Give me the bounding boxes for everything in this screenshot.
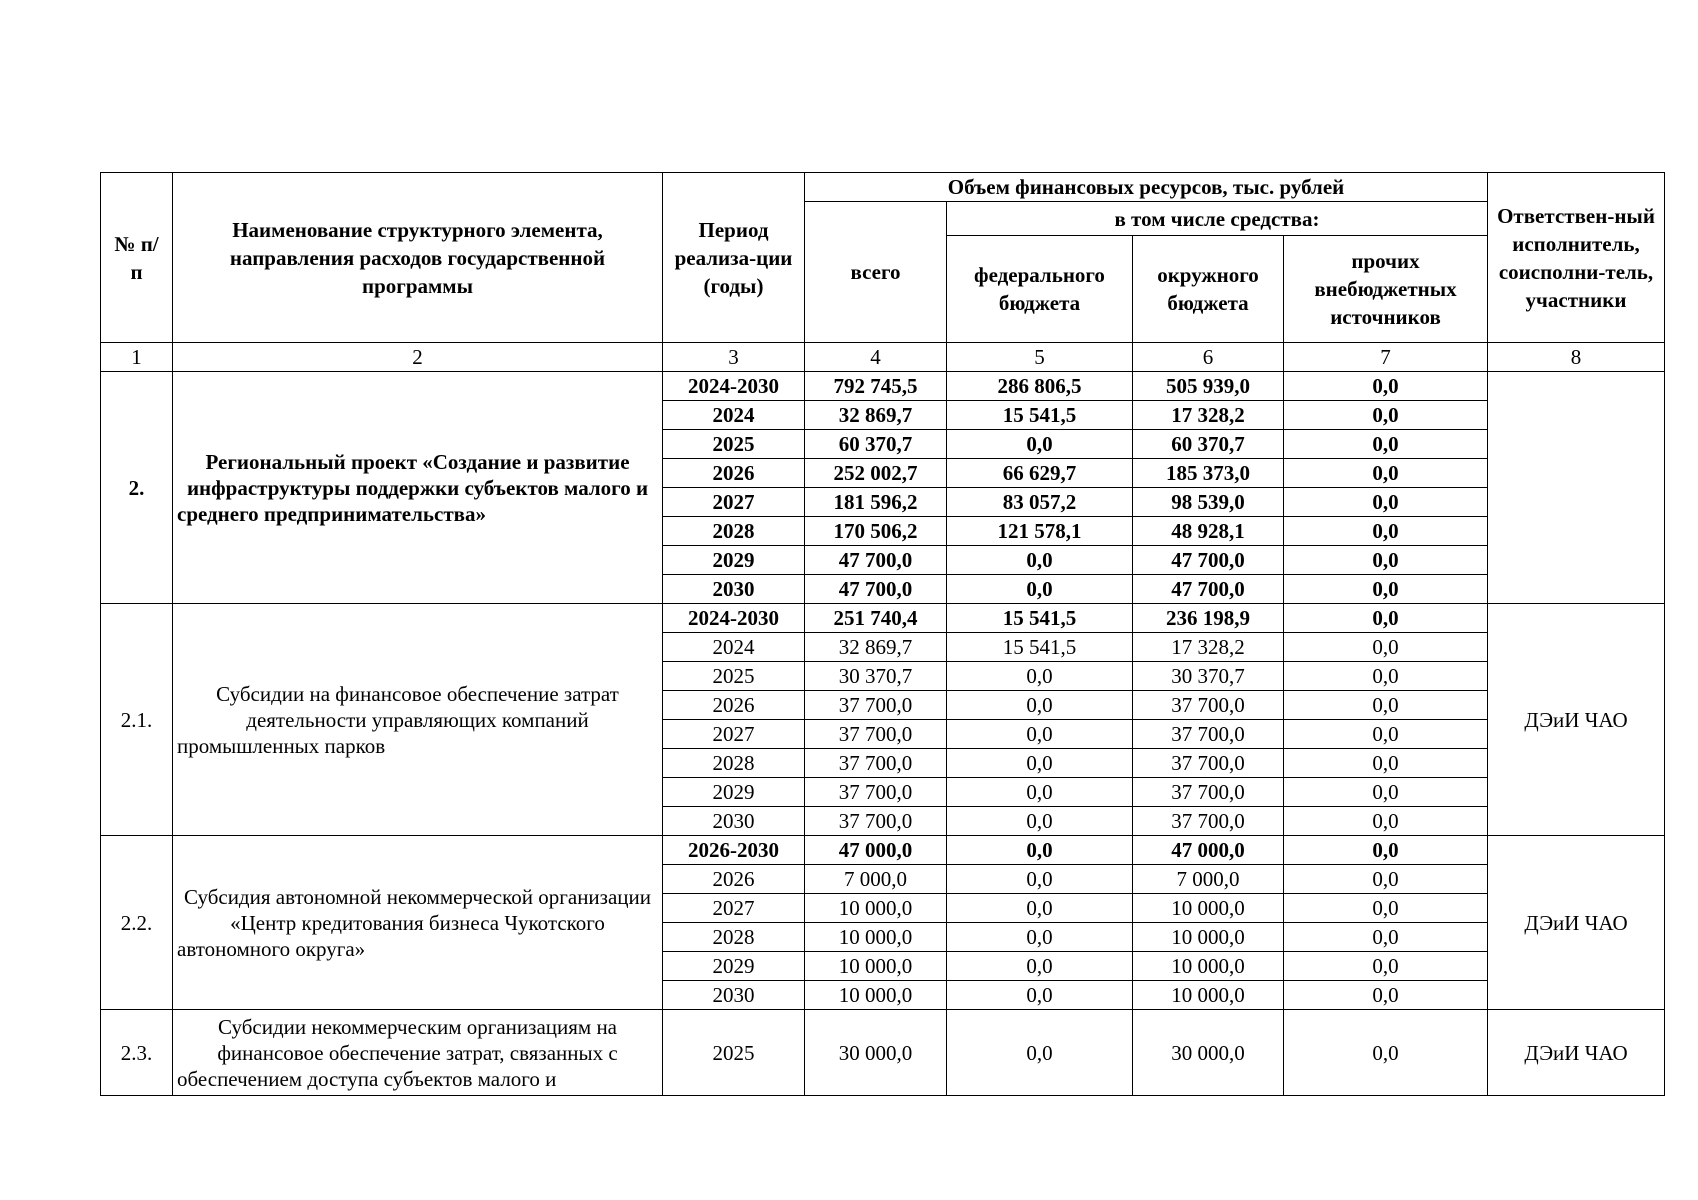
other-cell: 0,0 — [1284, 981, 1488, 1010]
header-other: прочих внебюджетных источников — [1284, 236, 1488, 343]
federal-cell: 0,0 — [947, 546, 1133, 575]
section-name: Региональный проект «Создание и развитие инфраструктуры поддержки субъектов малого и среднего предпринимательства» — [173, 372, 663, 604]
period-cell: 2024 — [663, 401, 805, 430]
other-cell: 0,0 — [1284, 836, 1488, 865]
federal-cell: 0,0 — [947, 807, 1133, 836]
header-responsible: Ответствен-ный исполнитель, соисполни-тель, участники — [1488, 173, 1665, 343]
section-name: Субсидии на финансовое обеспечение затрат деятельности управляющих компаний промышленных парков — [173, 604, 663, 836]
period-cell: 2027 — [663, 894, 805, 923]
federal-cell: 0,0 — [947, 1010, 1133, 1096]
other-cell: 0,0 — [1284, 517, 1488, 546]
federal-cell: 0,0 — [947, 923, 1133, 952]
section-number: 2.1. — [101, 604, 173, 836]
header-finance: Объем финансовых ресурсов, тыс. рублей — [805, 173, 1488, 202]
header-okrug: окружного бюджета — [1133, 236, 1284, 343]
okrug-cell: 17 328,2 — [1133, 401, 1284, 430]
federal-cell: 0,0 — [947, 865, 1133, 894]
okrug-cell: 37 700,0 — [1133, 691, 1284, 720]
other-cell: 0,0 — [1284, 894, 1488, 923]
other-cell: 0,0 — [1284, 459, 1488, 488]
okrug-cell: 7 000,0 — [1133, 865, 1284, 894]
federal-cell: 121 578,1 — [947, 517, 1133, 546]
section-number: 2.3. — [101, 1010, 173, 1096]
federal-cell: 0,0 — [947, 691, 1133, 720]
total-cell: 37 700,0 — [805, 749, 947, 778]
period-cell: 2030 — [663, 807, 805, 836]
total-cell: 37 700,0 — [805, 691, 947, 720]
period-cell: 2028 — [663, 749, 805, 778]
total-cell: 10 000,0 — [805, 894, 947, 923]
federal-cell: 0,0 — [947, 662, 1133, 691]
other-cell: 0,0 — [1284, 401, 1488, 430]
total-cell: 60 370,7 — [805, 430, 947, 459]
column-number: 3 — [663, 343, 805, 372]
column-number: 1 — [101, 343, 173, 372]
okrug-cell: 48 928,1 — [1133, 517, 1284, 546]
period-cell: 2030 — [663, 981, 805, 1010]
okrug-cell: 37 700,0 — [1133, 778, 1284, 807]
total-cell: 10 000,0 — [805, 981, 947, 1010]
table-row — [101, 604, 1665, 633]
okrug-cell: 10 000,0 — [1133, 952, 1284, 981]
column-number: 2 — [173, 343, 663, 372]
period-cell: 2024-2030 — [663, 604, 805, 633]
period-cell: 2029 — [663, 952, 805, 981]
total-cell: 181 596,2 — [805, 488, 947, 517]
column-numbers-row — [101, 343, 1665, 372]
okrug-cell: 37 700,0 — [1133, 720, 1284, 749]
okrug-cell: 37 700,0 — [1133, 807, 1284, 836]
federal-cell: 66 629,7 — [947, 459, 1133, 488]
responsible-cell: ДЭиИ ЧАО — [1488, 1010, 1665, 1096]
okrug-cell: 10 000,0 — [1133, 981, 1284, 1010]
responsible-cell: ДЭиИ ЧАО — [1488, 836, 1665, 1010]
federal-cell: 15 541,5 — [947, 604, 1133, 633]
other-cell: 0,0 — [1284, 372, 1488, 401]
period-cell: 2024 — [663, 633, 805, 662]
okrug-cell: 60 370,7 — [1133, 430, 1284, 459]
responsible-cell: ДЭиИ ЧАО — [1488, 604, 1665, 836]
other-cell: 0,0 — [1284, 1010, 1488, 1096]
federal-cell: 0,0 — [947, 981, 1133, 1010]
total-cell: 7 000,0 — [805, 865, 947, 894]
column-number: 8 — [1488, 343, 1665, 372]
federal-cell: 15 541,5 — [947, 633, 1133, 662]
section-name: Субсидия автономной некоммерческой организации «Центр кредитования бизнеса Чукотского автономного округа» — [173, 836, 663, 1010]
other-cell: 0,0 — [1284, 720, 1488, 749]
federal-cell: 0,0 — [947, 836, 1133, 865]
total-cell: 47 700,0 — [805, 575, 947, 604]
column-number: 7 — [1284, 343, 1488, 372]
column-number: 5 — [947, 343, 1133, 372]
other-cell: 0,0 — [1284, 604, 1488, 633]
period-cell: 2026 — [663, 865, 805, 894]
okrug-cell: 185 373,0 — [1133, 459, 1284, 488]
total-cell: 37 700,0 — [805, 807, 947, 836]
other-cell: 0,0 — [1284, 546, 1488, 575]
total-cell: 251 740,4 — [805, 604, 947, 633]
okrug-cell: 505 939,0 — [1133, 372, 1284, 401]
column-number: 4 — [805, 343, 947, 372]
total-cell: 37 700,0 — [805, 720, 947, 749]
other-cell: 0,0 — [1284, 865, 1488, 894]
other-cell: 0,0 — [1284, 923, 1488, 952]
okrug-cell: 37 700,0 — [1133, 749, 1284, 778]
total-cell: 32 869,7 — [805, 633, 947, 662]
okrug-cell: 236 198,9 — [1133, 604, 1284, 633]
table-row — [101, 1010, 1665, 1096]
federal-cell: 83 057,2 — [947, 488, 1133, 517]
other-cell: 0,0 — [1284, 749, 1488, 778]
period-cell: 2026-2030 — [663, 836, 805, 865]
federal-cell: 0,0 — [947, 952, 1133, 981]
other-cell: 0,0 — [1284, 575, 1488, 604]
federal-cell: 0,0 — [947, 778, 1133, 807]
table-header — [101, 173, 1665, 372]
total-cell: 10 000,0 — [805, 923, 947, 952]
total-cell: 252 002,7 — [805, 459, 947, 488]
total-cell: 170 506,2 — [805, 517, 947, 546]
other-cell: 0,0 — [1284, 691, 1488, 720]
okrug-cell: 10 000,0 — [1133, 923, 1284, 952]
budget-table — [100, 172, 1665, 1096]
period-cell: 2028 — [663, 923, 805, 952]
period-cell: 2025 — [663, 430, 805, 459]
period-cell: 2029 — [663, 778, 805, 807]
okrug-cell: 17 328,2 — [1133, 633, 1284, 662]
header-number: № п/п — [101, 173, 173, 343]
total-cell: 47 000,0 — [805, 836, 947, 865]
okrug-cell: 98 539,0 — [1133, 488, 1284, 517]
okrug-cell: 30 370,7 — [1133, 662, 1284, 691]
header-federal: федерального бюджета — [947, 236, 1133, 343]
total-cell: 792 745,5 — [805, 372, 947, 401]
federal-cell: 15 541,5 — [947, 401, 1133, 430]
period-cell: 2027 — [663, 488, 805, 517]
period-cell: 2028 — [663, 517, 805, 546]
header-including: в том числе средства: — [947, 202, 1488, 236]
header-period: Период реализа-ции (годы) — [663, 173, 805, 343]
federal-cell: 0,0 — [947, 430, 1133, 459]
total-cell: 47 700,0 — [805, 546, 947, 575]
other-cell: 0,0 — [1284, 488, 1488, 517]
total-cell: 10 000,0 — [805, 952, 947, 981]
header-total: всего — [805, 202, 947, 343]
total-cell: 32 869,7 — [805, 401, 947, 430]
other-cell: 0,0 — [1284, 430, 1488, 459]
other-cell: 0,0 — [1284, 662, 1488, 691]
total-cell: 37 700,0 — [805, 778, 947, 807]
responsible-cell — [1488, 372, 1665, 604]
federal-cell: 0,0 — [947, 749, 1133, 778]
federal-cell: 286 806,5 — [947, 372, 1133, 401]
other-cell: 0,0 — [1284, 633, 1488, 662]
table-row — [101, 836, 1665, 865]
other-cell: 0,0 — [1284, 952, 1488, 981]
period-cell: 2030 — [663, 575, 805, 604]
other-cell: 0,0 — [1284, 778, 1488, 807]
section-number: 2.2. — [101, 836, 173, 1010]
period-cell: 2027 — [663, 720, 805, 749]
okrug-cell: 30 000,0 — [1133, 1010, 1284, 1096]
header-name: Наименование структурного элемента, направления расходов государственной программы — [173, 173, 663, 343]
section-number: 2. — [101, 372, 173, 604]
table-row — [101, 372, 1665, 401]
okrug-cell: 47 700,0 — [1133, 575, 1284, 604]
period-cell: 2029 — [663, 546, 805, 575]
period-cell: 2025 — [663, 1010, 805, 1096]
total-cell: 30 000,0 — [805, 1010, 947, 1096]
column-number: 6 — [1133, 343, 1284, 372]
period-cell: 2024-2030 — [663, 372, 805, 401]
period-cell: 2026 — [663, 459, 805, 488]
federal-cell: 0,0 — [947, 720, 1133, 749]
total-cell: 30 370,7 — [805, 662, 947, 691]
okrug-cell: 10 000,0 — [1133, 894, 1284, 923]
period-cell: 2025 — [663, 662, 805, 691]
period-cell: 2026 — [663, 691, 805, 720]
okrug-cell: 47 000,0 — [1133, 836, 1284, 865]
federal-cell: 0,0 — [947, 894, 1133, 923]
table-body — [101, 372, 1665, 1096]
okrug-cell: 47 700,0 — [1133, 546, 1284, 575]
federal-cell: 0,0 — [947, 575, 1133, 604]
other-cell: 0,0 — [1284, 807, 1488, 836]
section-name: Субсидии некоммерческим организациям на финансовое обеспечение затрат, связанных с обеспечением доступа субъектов малого и — [173, 1010, 663, 1096]
